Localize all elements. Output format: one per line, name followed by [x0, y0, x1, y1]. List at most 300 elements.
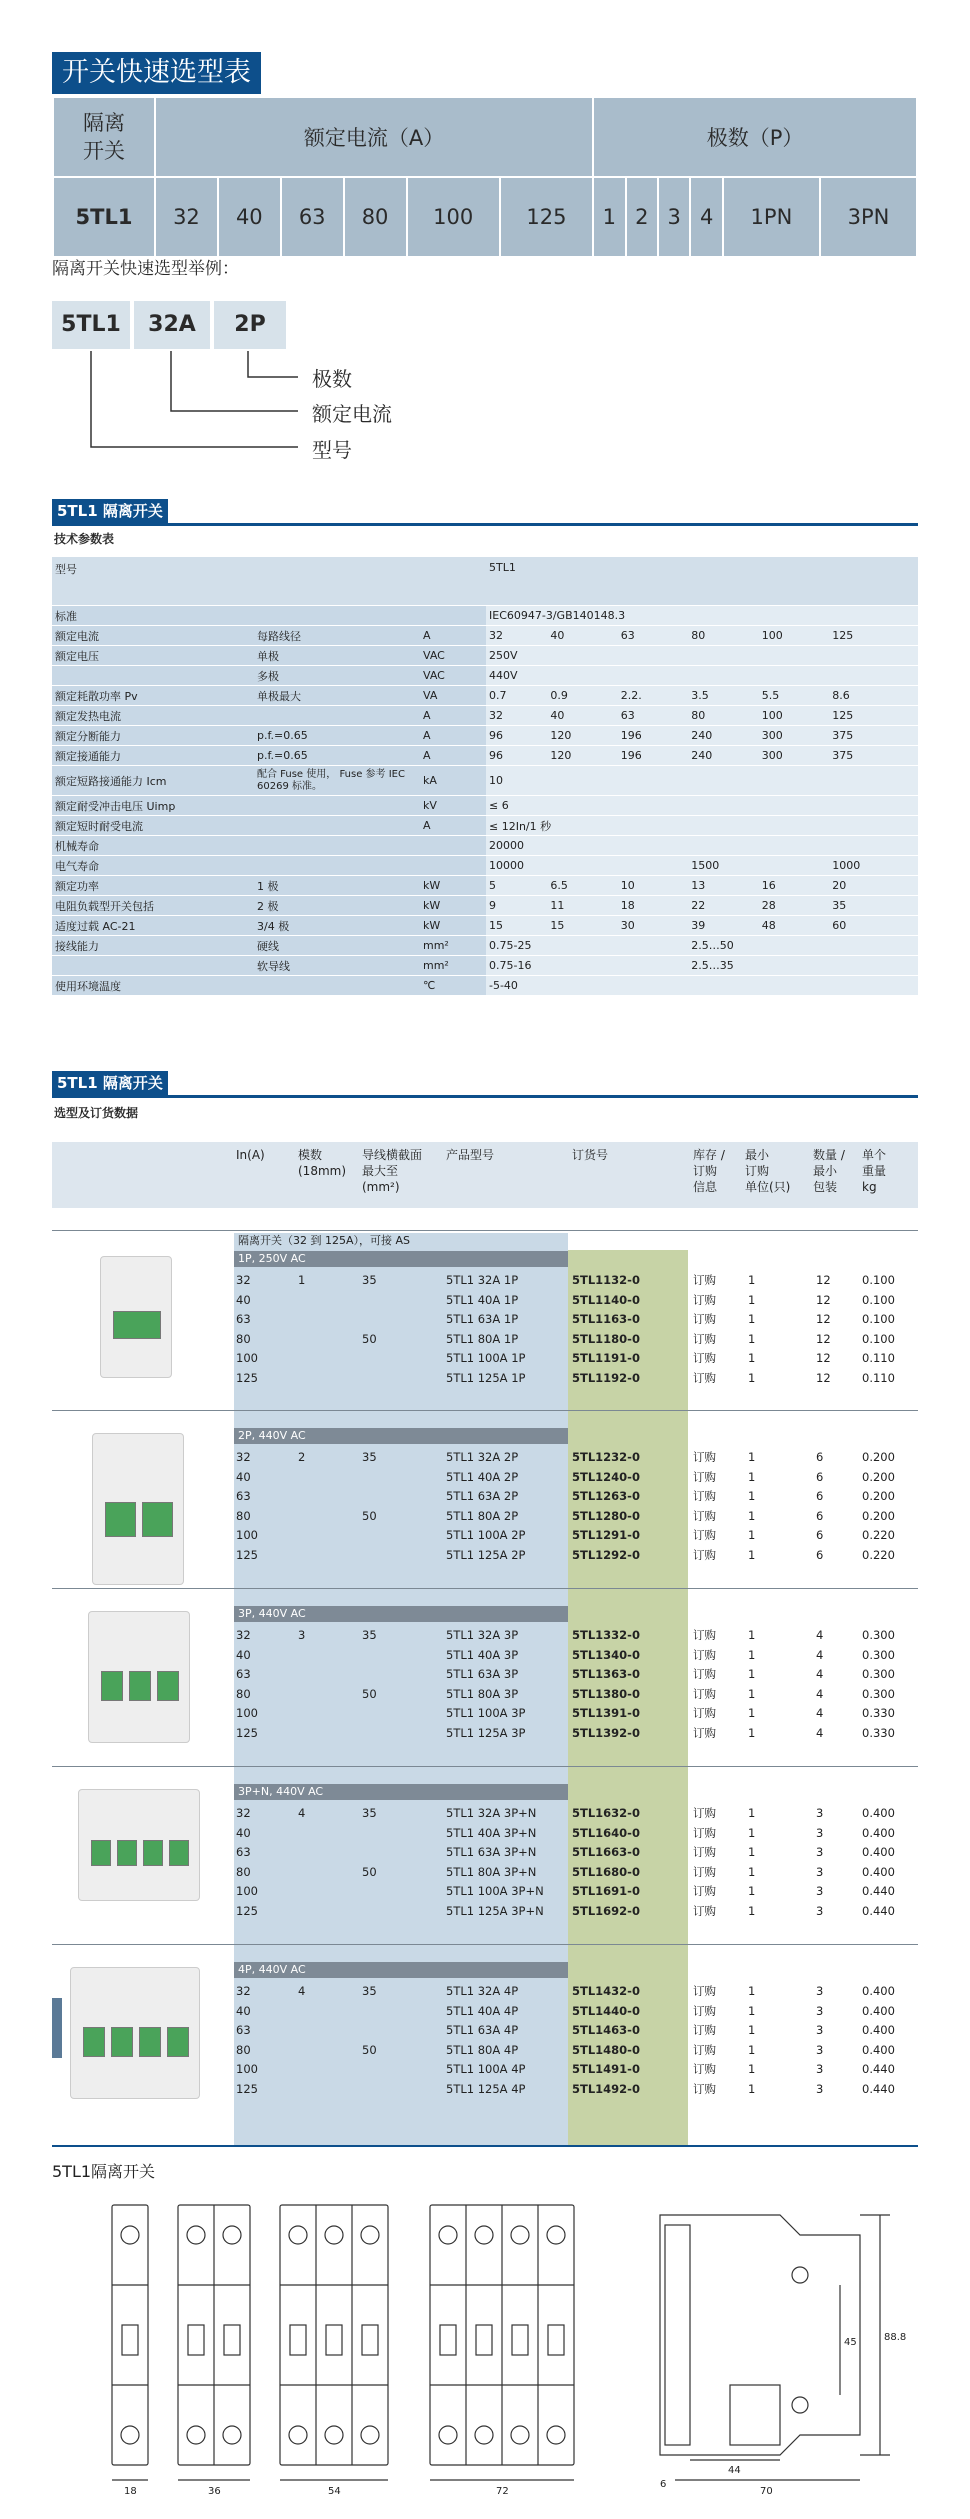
cell-order-number: 5TL1263-0 — [572, 1489, 640, 1503]
breaker-pole — [105, 1502, 136, 1537]
cell-weight: 0.200 — [862, 1469, 895, 1484]
cell-product-model: 5TL1 32A 3P+N — [446, 1806, 537, 1820]
tech-param-value: 96 — [486, 746, 547, 766]
cell-weight: 0.400 — [862, 1864, 895, 1879]
cell-current: 32 — [236, 1984, 251, 1998]
cell-weight: 0.300 — [862, 1686, 895, 1701]
tech-param-value: 300 — [759, 726, 829, 746]
cell-product-model: 5TL1 125A 2P — [446, 1547, 526, 1562]
cell-stock: 订购 — [693, 1806, 716, 1820]
tech-param-value: 63 — [618, 626, 688, 646]
cell-wire: 35 — [362, 1806, 377, 1820]
example-box-model: 5TL1 — [52, 301, 130, 349]
cell-order-number: 5TL1480-0 — [572, 2042, 640, 2057]
section-rule — [52, 1095, 918, 1098]
tech-param-unit: A — [420, 706, 486, 726]
tech-param-value: 32 — [486, 706, 547, 726]
cell-order-number: 5TL1340-0 — [572, 1647, 640, 1662]
cell-order-number: 5TL1191-0 — [572, 1351, 640, 1365]
cell-stock: 订购 — [693, 1450, 716, 1464]
tech-param-unit: A — [420, 816, 486, 836]
example-title: 隔离开关快速选型举例： — [52, 259, 239, 279]
dim-width-1p: 18 — [124, 2486, 137, 2497]
tech-param-value: 375 — [829, 746, 918, 766]
cell-qty: 3 — [816, 1825, 824, 1840]
tech-param-name: 额定功率 — [52, 876, 254, 896]
cell-product-model: 5TL1 125A 1P — [446, 1370, 526, 1385]
tech-param-value: 196 — [618, 746, 688, 766]
breaker-pole — [157, 1671, 179, 1702]
tech-row — [52, 916, 918, 936]
current-cell: 100 — [408, 178, 499, 256]
current-cell: 40 — [219, 178, 280, 256]
tech-param-value: 10 — [618, 876, 688, 896]
pole-cell: 4 — [691, 178, 721, 256]
tech-param-condition — [254, 976, 420, 996]
cell-qty: 6 — [816, 1528, 824, 1542]
cell-qty: 3 — [816, 2023, 824, 2037]
cell-stock: 订购 — [693, 1984, 716, 1998]
tech-param-value: 10 — [486, 766, 918, 796]
cell-current: 100 — [236, 1351, 258, 1365]
tech-row — [52, 626, 918, 646]
tech-param-unit: A — [420, 726, 486, 746]
cell-product-model: 5TL1 100A 2P — [446, 1528, 526, 1542]
cell-stock: 订购 — [693, 1547, 716, 1562]
cell-qty: 3 — [816, 1864, 824, 1879]
pole-cell: 3 — [659, 178, 689, 256]
cell-wire: 35 — [362, 1628, 377, 1642]
tech-param-name: 机械寿命 — [52, 836, 254, 856]
example-label-model: 型号 — [312, 438, 352, 462]
tech-param-value: 125 — [829, 626, 918, 646]
cell-min-order: 1 — [748, 1489, 756, 1503]
cell-min-order: 1 — [748, 2062, 756, 2076]
tech-param-value: 63 — [618, 706, 688, 726]
tech-param-value: 39 — [688, 916, 758, 936]
tech-param-value: 240 — [688, 726, 758, 746]
cell-current: 100 — [236, 2062, 258, 2076]
cell-current: 63 — [236, 1312, 251, 1326]
cell-order-number: 5TL1132-0 — [572, 1273, 640, 1287]
cell-qty: 3 — [816, 1884, 824, 1898]
breaker-pole — [83, 2027, 105, 2058]
header-wire: 导线横截面 最大至 (mm²) — [362, 1148, 423, 1194]
header-stock: 库存 / 订购 信息 — [693, 1148, 725, 1194]
tech-row — [52, 796, 918, 816]
cell-current: 125 — [236, 1725, 258, 1740]
tech-param-unit: mm² — [420, 956, 486, 976]
tech-param-condition: p.f.=0.65 — [254, 726, 420, 746]
group-separator — [52, 1230, 918, 1231]
cell-stock: 订购 — [693, 1528, 716, 1542]
cell-order-number: 5TL1163-0 — [572, 1312, 640, 1326]
cell-weight: 0.220 — [862, 1547, 895, 1562]
cell-current: 63 — [236, 2023, 251, 2037]
tech-param-name: 适度过载 AC-21 — [52, 916, 254, 936]
cell-min-order: 1 — [748, 1686, 756, 1701]
cell-weight: 0.330 — [862, 1725, 895, 1740]
cell-weight: 0.400 — [862, 2003, 895, 2018]
cell-min-order: 1 — [748, 1331, 756, 1346]
cell-current: 40 — [236, 1469, 251, 1484]
cell-min-order: 1 — [748, 1351, 756, 1365]
cell-stock: 订购 — [693, 1312, 716, 1326]
dim-width-4p: 72 — [496, 2486, 509, 2497]
tech-param-value: 1500 — [688, 856, 829, 876]
cell-stock: 订购 — [693, 1903, 716, 1918]
cell-current: 40 — [236, 1647, 251, 1662]
cell-qty: 12 — [816, 1273, 831, 1287]
page-title: 开关快速选型表 — [52, 52, 261, 94]
cell-product-model: 5TL1 40A 4P — [446, 2003, 519, 2018]
dim-depth: 44 — [728, 2465, 741, 2476]
breaker-pole — [101, 1671, 123, 1702]
tech-param-unit — [420, 606, 486, 626]
tech-param-unit — [420, 856, 486, 876]
cell-stock: 订购 — [693, 1331, 716, 1346]
cell-product-model: 5TL1 125A 3P — [446, 1725, 526, 1740]
cell-wire: 50 — [362, 1331, 377, 1346]
cell-qty: 3 — [816, 1845, 824, 1859]
group-title: 3P, 440V AC — [234, 1606, 568, 1622]
product-image — [92, 1433, 184, 1585]
cell-product-model: 5TL1 125A 4P — [446, 2081, 526, 2096]
dim-height: 88.8 — [884, 2332, 907, 2343]
cell-min-order: 1 — [748, 1547, 756, 1562]
tech-param-value: 80 — [688, 626, 758, 646]
tech-param-value: 9 — [486, 896, 547, 916]
section-subtitle-order: 选型及订货数据 — [54, 1106, 139, 1120]
tech-param-unit: A — [420, 746, 486, 766]
cell-current: 40 — [236, 1825, 251, 1840]
cell-weight: 0.440 — [862, 1903, 895, 1918]
cell-current: 100 — [236, 1706, 258, 1720]
cell-order-number: 5TL1332-0 — [572, 1628, 640, 1642]
cell-min-order: 1 — [748, 1903, 756, 1918]
cell-product-model: 5TL1 80A 3P+N — [446, 1864, 537, 1879]
tech-param-name: 额定短时耐受电流 — [52, 816, 254, 836]
tech-param-unit: kW — [420, 876, 486, 896]
tech-param-condition: 多极 — [254, 666, 420, 686]
header-min-order: 最小 订购 单位(只) — [745, 1148, 791, 1194]
breaker-pole — [169, 1840, 189, 1866]
tech-param-name — [52, 666, 254, 686]
breaker-pole — [111, 2027, 133, 2058]
tech-param-value: 18 — [618, 896, 688, 916]
cell-product-model: 5TL1 100A 3P+N — [446, 1884, 544, 1898]
cell-current: 40 — [236, 1292, 251, 1307]
cell-wire: 50 — [362, 1686, 377, 1701]
group-separator — [52, 1944, 918, 1945]
breaker-pole — [167, 2027, 189, 2058]
cell-qty: 12 — [816, 1370, 831, 1385]
tech-row — [52, 646, 918, 666]
cell-qty: 3 — [816, 1806, 824, 1820]
cell-product-model: 5TL1 32A 2P — [446, 1450, 519, 1464]
cell-order-number: 5TL1492-0 — [572, 2081, 640, 2096]
cell-qty: 6 — [816, 1469, 824, 1484]
tech-param-unit: VA — [420, 686, 486, 706]
tech-param-value: 375 — [829, 726, 918, 746]
tech-param-value: -5-40 — [486, 976, 918, 996]
tech-param-value: 22 — [688, 896, 758, 916]
cell-min-order: 1 — [748, 1370, 756, 1385]
cell-modules: 1 — [298, 1273, 306, 1287]
tech-param-name: 额定分断能力 — [52, 726, 254, 746]
drawing-1p — [112, 2205, 148, 2465]
tech-param-value: 13 — [688, 876, 758, 896]
tech-param-value: 0.75-16 — [486, 956, 688, 976]
tech-param-value: 440V — [486, 666, 918, 686]
cell-order-number: 5TL1291-0 — [572, 1528, 640, 1542]
cell-order-number: 5TL1632-0 — [572, 1806, 640, 1820]
cell-order-number: 5TL1680-0 — [572, 1864, 640, 1879]
cell-wire: 50 — [362, 1508, 377, 1523]
tech-param-value: ≤ 6 — [486, 796, 918, 816]
cell-product-model: 5TL1 40A 1P — [446, 1292, 519, 1307]
tech-row — [52, 726, 918, 746]
cell-weight: 0.400 — [862, 2042, 895, 2057]
cell-stock: 订购 — [693, 1489, 716, 1503]
cell-order-number: 5TL1363-0 — [572, 1667, 640, 1681]
tech-param-condition: p.f.=0.65 — [254, 746, 420, 766]
cell-product-model: 5TL1 32A 3P — [446, 1628, 519, 1642]
header-weight: 单个 重量 kg — [862, 1148, 887, 1194]
tech-header-model: 5TL1 — [486, 557, 918, 606]
cell-current: 63 — [236, 1845, 251, 1859]
tech-param-name: 电气寿命 — [52, 856, 254, 876]
tech-param-value: 5.5 — [759, 686, 829, 706]
cell-weight: 0.100 — [862, 1273, 895, 1287]
tech-row — [52, 856, 918, 876]
tech-param-value: 300 — [759, 746, 829, 766]
cell-qty: 3 — [816, 1984, 824, 1998]
header-order-no: 订货号 — [572, 1148, 609, 1162]
tech-param-condition: 单极最大 — [254, 686, 420, 706]
cell-qty: 12 — [816, 1351, 831, 1365]
cell-min-order: 1 — [748, 1628, 756, 1642]
cell-min-order: 1 — [748, 1450, 756, 1464]
cell-current: 80 — [236, 2042, 251, 2057]
tech-param-value: ≤ 12In/1 秒 — [486, 816, 918, 836]
tech-param-value: 15 — [486, 916, 547, 936]
breaker-pole — [113, 1311, 161, 1339]
drawing-3p — [280, 2205, 388, 2465]
tech-param-condition — [254, 836, 420, 856]
cell-product-model: 5TL1 80A 3P — [446, 1686, 519, 1701]
cell-product-model: 5TL1 100A 1P — [446, 1351, 526, 1365]
cell-weight: 0.110 — [862, 1370, 895, 1385]
col-header-isolator: 隔离 开关 — [54, 98, 154, 176]
example-box-poles: 2P — [214, 301, 286, 349]
tech-param-condition: 2 极 — [254, 896, 420, 916]
tech-param-value: 32 — [486, 626, 547, 646]
tech-param-unit: kV — [420, 796, 486, 816]
group-separator — [52, 1588, 918, 1589]
cell-product-model: 5TL1 125A 3P+N — [446, 1903, 544, 1918]
cell-product-model: 5TL1 32A 1P — [446, 1273, 519, 1287]
cell-product-model: 5TL1 80A 2P — [446, 1508, 519, 1523]
cell-weight: 0.200 — [862, 1489, 895, 1503]
cell-stock: 订购 — [693, 1469, 716, 1484]
tech-param-unit: A — [420, 626, 486, 646]
cell-min-order: 1 — [748, 1528, 756, 1542]
cell-current: 125 — [236, 1903, 258, 1918]
tech-param-value: 96 — [486, 726, 547, 746]
tech-param-value: 125 — [829, 706, 918, 726]
cell-stock: 订购 — [693, 1351, 716, 1365]
quick-selection-table — [52, 96, 918, 258]
poles-header: 极数（P） — [594, 98, 916, 176]
group-title: 4P, 440V AC — [234, 1962, 568, 1978]
cell-weight: 0.200 — [862, 1508, 895, 1523]
cell-product-model: 5TL1 63A 4P — [446, 2023, 519, 2037]
tech-param-unit: kW — [420, 896, 486, 916]
cell-weight: 0.440 — [862, 2081, 895, 2096]
cell-min-order: 1 — [748, 1725, 756, 1740]
tech-param-name — [52, 956, 254, 976]
cell-weight: 0.200 — [862, 1450, 895, 1464]
tech-param-value: 20 — [829, 876, 918, 896]
cell-weight: 0.110 — [862, 1351, 895, 1365]
cell-wire: 50 — [362, 1864, 377, 1879]
group-title: 3P+N, 440V AC — [234, 1784, 568, 1800]
cell-product-model: 5TL1 80A 4P — [446, 2042, 519, 2057]
tech-param-name: 额定电压 — [52, 646, 254, 666]
cell-min-order: 1 — [748, 1806, 756, 1820]
cell-min-order: 1 — [748, 2042, 756, 2057]
cell-qty: 6 — [816, 1508, 824, 1523]
cell-weight: 0.300 — [862, 1667, 895, 1681]
cell-order-number: 5TL1292-0 — [572, 1547, 640, 1562]
breaker-pole — [117, 1840, 137, 1866]
cell-order-number: 5TL1640-0 — [572, 1825, 640, 1840]
tech-param-unit: VAC — [420, 666, 486, 686]
tech-row — [52, 956, 918, 976]
cell-wire: 35 — [362, 1273, 377, 1287]
tech-row — [52, 686, 918, 706]
breaker-pole — [91, 1840, 111, 1866]
cell-order-number: 5TL1280-0 — [572, 1508, 640, 1523]
drawing-4p — [430, 2205, 574, 2465]
example-connector-lines — [52, 349, 312, 469]
tech-row — [52, 876, 918, 896]
cell-modules: 4 — [298, 1806, 306, 1820]
product-image — [78, 1789, 200, 1901]
tech-param-value: 2.2. — [618, 686, 688, 706]
cell-stock: 订购 — [693, 1647, 716, 1662]
cell-stock: 订购 — [693, 2003, 716, 2018]
cell-current: 32 — [236, 1806, 251, 1820]
tech-param-value: 11 — [547, 896, 617, 916]
pole-cell: 3PN — [821, 178, 916, 256]
cell-min-order: 1 — [748, 2003, 756, 2018]
cell-qty: 4 — [816, 1647, 824, 1662]
cell-min-order: 1 — [748, 1845, 756, 1859]
tech-param-condition: 3/4 极 — [254, 916, 420, 936]
cell-stock: 订购 — [693, 2062, 716, 2076]
cell-qty: 6 — [816, 1489, 824, 1503]
cell-qty: 4 — [816, 1667, 824, 1681]
tech-param-value: 28 — [759, 896, 829, 916]
dimensions-title: 5TL1隔离开关 — [52, 2162, 156, 2181]
cell-product-model: 5TL1 40A 2P — [446, 1469, 519, 1484]
cell-current: 125 — [236, 1547, 258, 1562]
current-cell: 32 — [156, 178, 217, 256]
tech-param-condition — [254, 856, 420, 876]
cell-qty: 12 — [816, 1292, 831, 1307]
cell-wire: 35 — [362, 1450, 377, 1464]
cell-qty: 6 — [816, 1450, 824, 1464]
pole-cell: 1 — [594, 178, 624, 256]
tech-param-value: 40 — [547, 706, 617, 726]
tech-param-value: 120 — [547, 746, 617, 766]
tech-param-name: 额定电流 — [52, 626, 254, 646]
section-bar-order: 5TL1 隔离开关 — [52, 1071, 168, 1095]
tech-row — [52, 936, 918, 956]
tech-param-value: 80 — [688, 706, 758, 726]
tech-param-value: 100 — [759, 626, 829, 646]
cell-min-order: 1 — [748, 1312, 756, 1326]
tech-param-unit: kA — [420, 766, 486, 796]
dimension-drawings — [100, 2195, 920, 2505]
cell-weight: 0.100 — [862, 1312, 895, 1326]
cell-weight: 0.400 — [862, 1806, 895, 1820]
tech-param-condition — [254, 706, 420, 726]
cell-qty: 4 — [816, 1686, 824, 1701]
tech-param-unit: VAC — [420, 646, 486, 666]
cell-wire: 35 — [362, 1984, 377, 1998]
cell-current: 125 — [236, 2081, 258, 2096]
cell-order-number: 5TL1232-0 — [572, 1450, 640, 1464]
group-title: 1P, 250V AC — [234, 1251, 568, 1267]
group-title: 2P, 440V AC — [234, 1428, 568, 1444]
tech-param-value: 120 — [547, 726, 617, 746]
cell-stock: 订购 — [693, 1845, 716, 1859]
tech-param-value: 8.6 — [829, 686, 918, 706]
cell-min-order: 1 — [748, 1292, 756, 1307]
tech-row — [52, 606, 918, 626]
tech-row — [52, 896, 918, 916]
tech-row — [52, 666, 918, 686]
tech-param-condition: 软导线 — [254, 956, 420, 976]
tech-param-value: 1000 — [829, 856, 918, 876]
tech-param-value: IEC60947-3/GB140148.3 — [486, 606, 918, 626]
cell-stock: 订购 — [693, 1706, 716, 1720]
pole-cell: 2 — [627, 178, 657, 256]
cell-current: 80 — [236, 1864, 251, 1879]
dim-width-3p: 54 — [328, 2486, 341, 2497]
cell-product-model: 5TL1 40A 3P — [446, 1647, 519, 1662]
cell-qty: 3 — [816, 2062, 824, 2076]
cell-min-order: 1 — [748, 1984, 756, 1998]
cell-order-number: 5TL1392-0 — [572, 1725, 640, 1740]
cell-current: 80 — [236, 1508, 251, 1523]
cell-stock: 订购 — [693, 1686, 716, 1701]
dim-offset: 6 — [660, 2479, 667, 2490]
tech-param-value: 240 — [688, 746, 758, 766]
cell-stock: 订购 — [693, 1864, 716, 1879]
tech-param-value: 2.5…35 — [688, 956, 918, 976]
cell-qty: 12 — [816, 1331, 831, 1346]
cell-weight: 0.400 — [862, 2023, 895, 2037]
tech-param-name: 额定发热电流 — [52, 706, 254, 726]
cell-order-number: 5TL1432-0 — [572, 1984, 640, 1998]
cell-current: 32 — [236, 1628, 251, 1642]
tech-param-condition: 每路线径 — [254, 626, 420, 646]
tech-param-value: 3.5 — [688, 686, 758, 706]
